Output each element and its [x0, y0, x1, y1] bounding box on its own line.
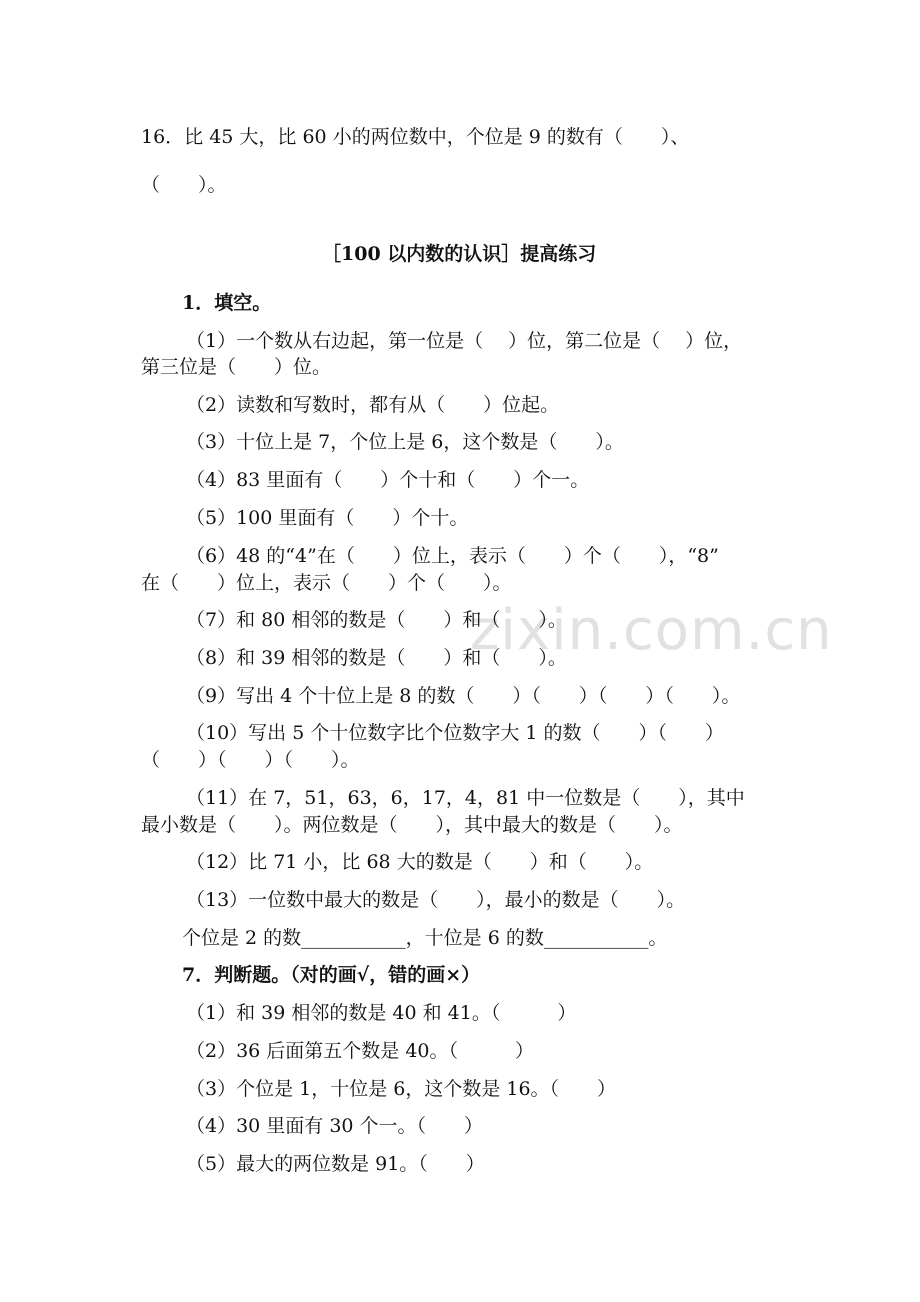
fill-item-1b: 第三位是（ ）位。 — [141, 356, 332, 378]
judge-item-1: （1）和 39 相邻的数是 40 和 41。（ ） — [186, 1002, 577, 1024]
judge-item-2: （2）36 后面第五个数是 40。（ ） — [186, 1040, 535, 1062]
fill-item-7: （7）和 80 相邻的数是（ ）和（ ）。 — [186, 609, 567, 631]
judge-item-4: （4）30 里面有 30 个一。（ ） — [186, 1115, 484, 1137]
fill-item-13: （13）一位数中最大的数是（ ），最小的数是（ ）。 — [186, 889, 686, 911]
fill-item-5: （5）100 里面有（ ）个十。 — [186, 507, 469, 529]
fill-item-11b: 最小数是（ ）。两位数是（ ），其中最大的数是（ ）。 — [141, 814, 683, 836]
q16-line-2: （ ）。 — [141, 174, 227, 196]
fill-item-8: （8）和 39 相邻的数是（ ）和（ ）。 — [186, 647, 567, 669]
judge-item-3: （3）个位是 1，十位是 6，这个数是 16。（ ） — [186, 1078, 617, 1100]
judge-item-5: （5）最大的两位数是 91。（ ） — [186, 1153, 485, 1175]
fill-item-1a: （1）一个数从右边起，第一位是（ ）位，第二位是（ ）位， — [186, 330, 743, 352]
fill-item-10a: （10）写出 5 个十位数字比个位数字大 1 的数（ ）（ ） — [186, 722, 725, 744]
part1-heading: 1．填空。 — [182, 292, 272, 314]
fill-item-6a: （6）48 的“4”在（ ）位上，表示（ ）个（ ），“8” — [186, 545, 719, 567]
q16-line-1: 16．比 45 大，比 60 小的两位数中，个位是 9 的数有（ ）、 — [141, 126, 690, 148]
fill-item-3: （3）十位上是 7，个位上是 6，这个数是（ ）。 — [186, 431, 624, 453]
part7-heading: 7．判断题。（对的画√，错的画×） — [182, 964, 481, 986]
section-title: ［100 以内数的认识］提高练习 — [322, 243, 597, 265]
fill-item-14: 个位是 2 的数___________，十位是 6 的数___________。 — [182, 927, 668, 949]
fill-item-2: （2）读数和写数时，都有从（ ）位起。 — [186, 394, 560, 416]
fill-item-11a: （11）在 7，51，63，6，17，4，81 中一位数是（ ），其中 — [186, 787, 745, 809]
fill-item-12: （12）比 71 小，比 68 大的数是（ ）和（ ）。 — [186, 851, 654, 873]
fill-item-9: （9）写出 4 个十位上是 8 的数（ ）（ ）（ ）（ ）。 — [186, 685, 741, 707]
fill-item-6b: 在（ ）位上，表示（ ）个（ ）。 — [141, 572, 512, 594]
watermark: zixin.com.cn — [470, 598, 833, 663]
fill-item-10b: （ ）（ ）（ ）。 — [141, 749, 360, 771]
fill-item-4: （4）83 里面有（ ）个十和（ ）个一。 — [186, 469, 590, 491]
